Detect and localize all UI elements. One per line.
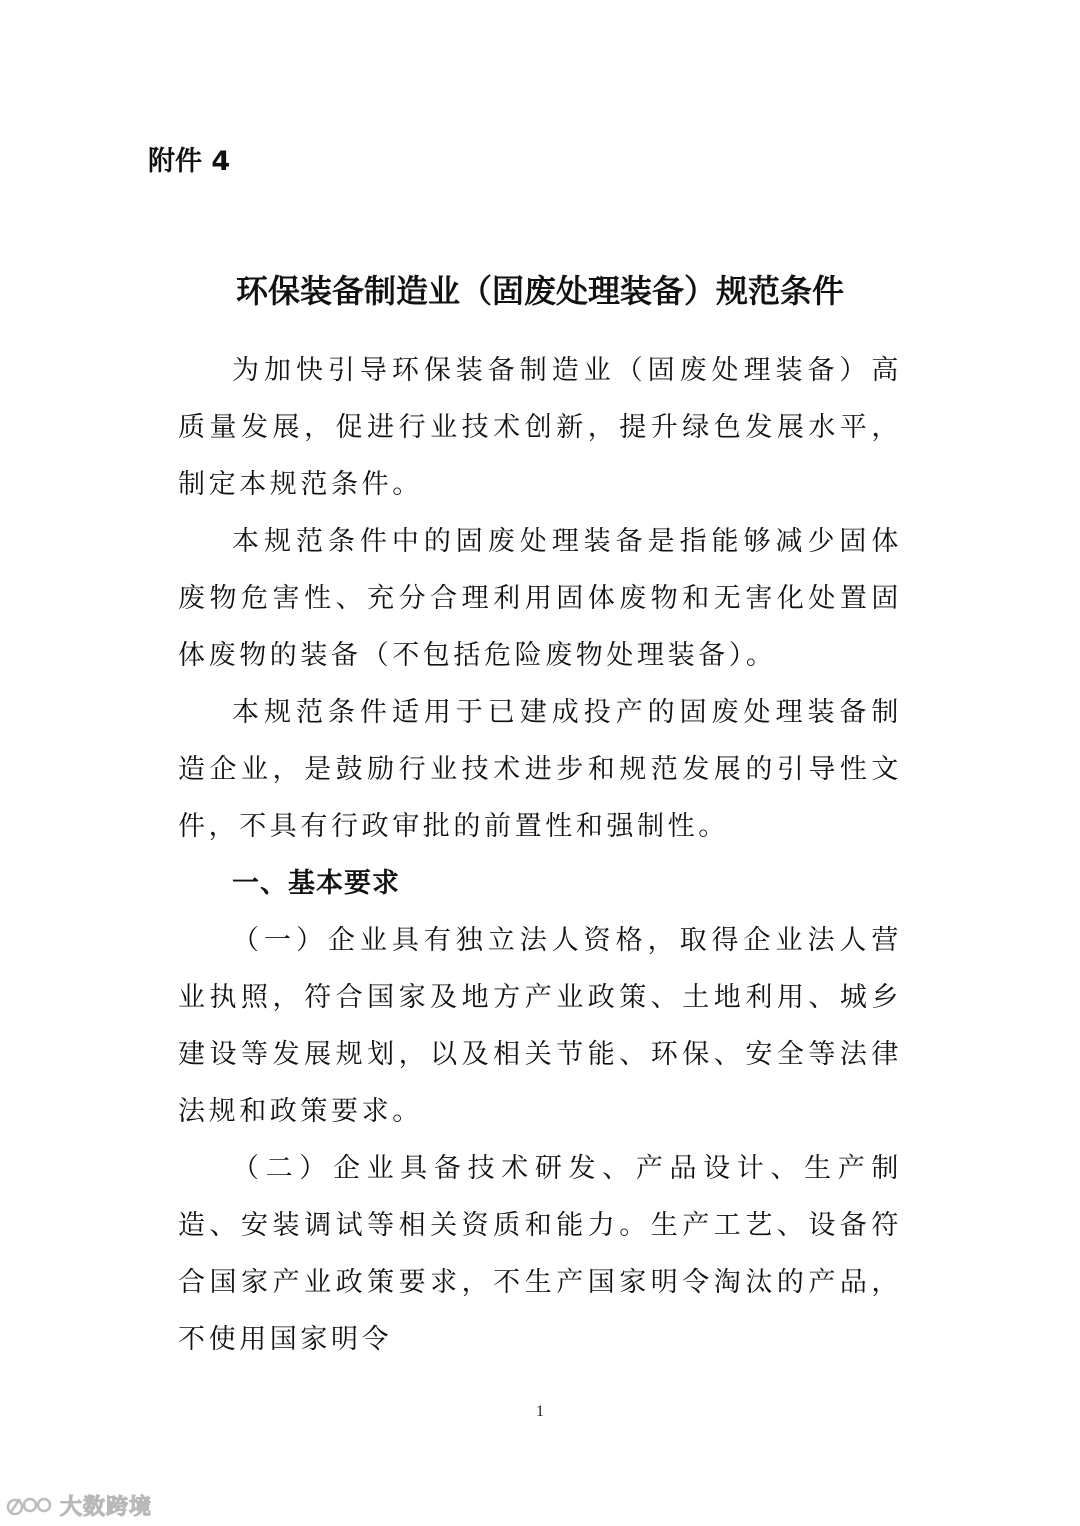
requirement-item-1: （一）企业具有独立法人资格，取得企业法人营业执照，符合国家及地方产业政策、土地利用、城乡建设等发展规划，以及相关节能、环保、安全等法律法规和政策要求。 bbox=[178, 925, 902, 1127]
document-title: 环保装备制造业（固废处理装备）规范条件 bbox=[235, 272, 844, 310]
requirement-item-2: （二）企业具备技术研发、产品设计、生产制造、安装调试等相关资质和能力。生产工艺、设备符合国家产业政策要求，不生产国家明令淘汰的产品，不使用国家明令 bbox=[178, 1153, 902, 1355]
paragraph-definition: 本规范条件中的固废处理装备是指能够减少固体废物危害性、充分合理利用固体废物和无害化处置固体废物的装备（不包括危险废物处理装备）。 bbox=[178, 526, 902, 671]
watermark-text: 大数跨境 bbox=[60, 1494, 153, 1520]
section-heading-basic-requirements: 一、基本要求 bbox=[232, 868, 400, 899]
watermark bbox=[6, 1490, 152, 1520]
document-body bbox=[178, 342, 902, 1368]
page-number: 1 bbox=[536, 1403, 544, 1420]
logo-icon bbox=[6, 1491, 54, 1519]
paragraph-purpose: 为加快引导环保装备制造业（固废处理装备）高质量发展，促进行业技术创新，提升绿色发展水平，制定本规范条件。 bbox=[178, 355, 902, 500]
attachment-label: 附件 4 bbox=[148, 146, 231, 177]
paragraph-scope: 本规范条件适用于已建成投产的固废处理装备制造企业，是鼓励行业技术进步和规范发展的引导性文件，不具有行政审批的前置性和强制性。 bbox=[178, 697, 902, 842]
